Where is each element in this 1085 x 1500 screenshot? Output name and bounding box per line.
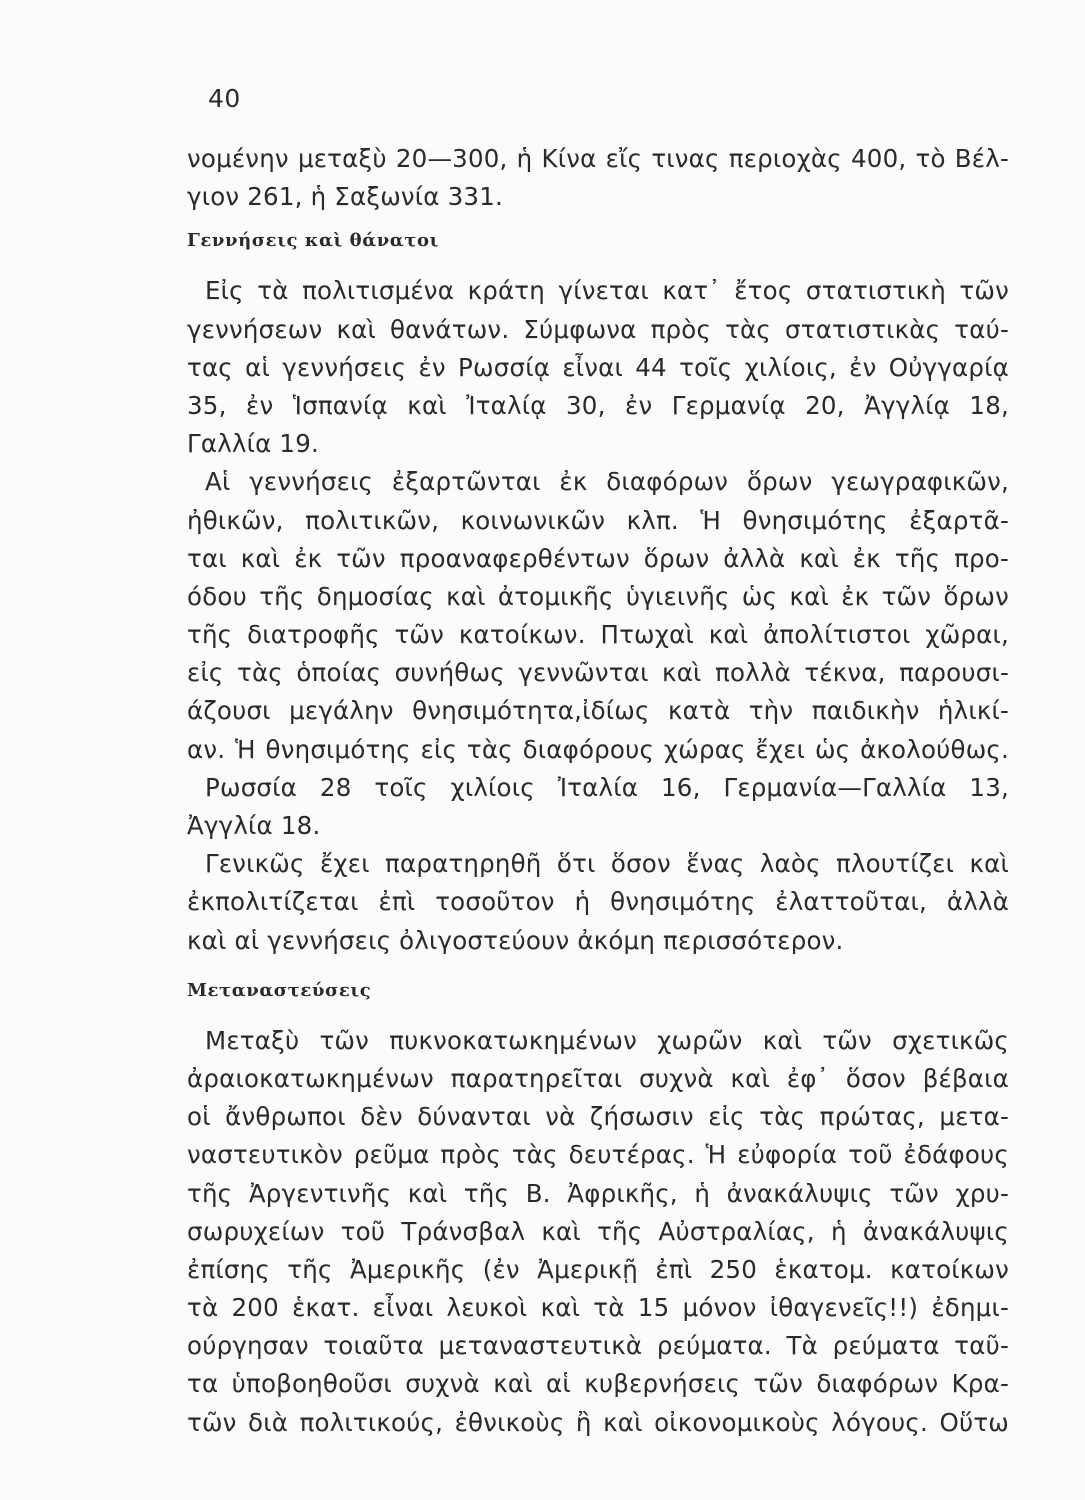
text-line: νομένην μεταξὺ 20—300, ἡ Κίνα εἴς τινας περιοχὰς 400, τὸ Βέλ- [187, 144, 1009, 173]
text-line: άζουσι μεγάλην θνησιμότητα,ἰδίως κατὰ τὴν παιδικὴν ἡλικί- [187, 696, 1009, 726]
text-line: εἰς τὰς ὁποίας συνήθως γεννῶνται καὶ πολλὰ τέκνα, παρουσι- [187, 658, 1009, 688]
text-line: ται καὶ ἐκ τῶν προαναφερθέντων ὅρων ἀλλὰ καὶ ἐκ τῆς προ- [187, 543, 1009, 573]
text-line: τὰ 200 ἑκατ. εἶναι λευκοὶ καὶ τὰ 15 μόνον ἰθαγενεῖς!!) ἐδημι- [187, 1293, 1009, 1323]
text-line: όδου τῆς δημοσίας καὶ ἀτομικῆς ὑγιεινῆς ὡς καὶ ἐκ τῶν ὅρων [187, 581, 1009, 611]
text-line: αν. Ἡ θνησιμότης εἰς τὰς διαφόρους χώρας ἔχει ὡς ἀκολούθως. [187, 734, 1009, 764]
paragraph [187, 463, 1009, 769]
text-line: οἱ ἄνθρωποι δὲν δύνανται νὰ ζήσωσιν εἰς τὰς πρώτας, μετα- [187, 1102, 1009, 1132]
text-line: τῆς Ἀργεντινῆς καὶ τῆς Β. Ἀφρικῆς, ἡ ἀνακάλυψις τῶν χρυ- [187, 1178, 1009, 1208]
text-line: Μεταξὺ τῶν πυκνοκατωκημένων χωρῶν καὶ τῶν σχετικῶς [205, 1025, 1009, 1055]
text-line: 35, ἐν Ἱσπανίᾳ καὶ Ἰταλίᾳ 30, ἐν Γερμανίᾳ 20, Ἀγγλίᾳ 18, [187, 390, 1009, 420]
text-line: Εἰς τὰ πολιτισμένα κράτη γίνεται κατ᾽ ἔτος στατιστικὴ τῶν [205, 276, 1009, 306]
paragraph [187, 845, 1009, 960]
text-line: ἐκπολιτίζεται ἐπὶ τοσοῦτον ἡ θνησιμότης ἐλαττοῦται, ἀλλὰ [187, 887, 1009, 917]
section-heading: Γεννήσεις καὶ θάνατοι [187, 230, 439, 252]
text-line: Γαλλία 19. [187, 429, 319, 459]
paragraph [187, 1022, 1009, 1442]
paragraph [187, 140, 1009, 216]
text-line: ἐπίσης τῆς Ἀμερικῆς (ἐν Ἀμερικῇ ἐπὶ 250 ἑκατομ. κατοίκων [187, 1254, 1009, 1284]
text-line: Αἱ γεννήσεις ἐξαρτῶνται ἐκ διαφόρων ὅρων γεωγραφικῶν, [205, 467, 1009, 497]
text-line: καὶ αἱ γεννήσεις ὀλιγοστεύουν ἀκόμη περισσότερον. [187, 925, 844, 955]
text-line: τας αἱ γεννήσεις ἐν Ρωσσίᾳ εἶναι 44 τοῖς χιλίοις, ἐν Οὐγγαρίᾳ [187, 352, 1009, 382]
text-line: Ρωσσία 28 τοῖς χιλίοις Ἰταλία 16, Γερμανία—Γαλλία 13, [205, 772, 1009, 802]
text-line: τῶν διὰ πολιτικούς, ἐθνικοὺς ἢ καὶ οἰκονομικοὺς λόγους. Οὕτω [187, 1407, 1009, 1437]
section-heading: Μεταναστεύσεις [187, 979, 372, 1001]
page-body [187, 140, 1009, 1442]
text-line: τῆς διατροφῆς τῶν κατοίκων. Πτωχαὶ καὶ ἀπολίτιστοι χῶραι, [187, 620, 1009, 650]
text-line: ναστευτικὸν ρεῦμα πρὸς τὰς δευτέρας. Ἡ εὐφορία τοῦ ἐδάφους [187, 1140, 1009, 1170]
text-line: ἀραιοκατωκημένων παρατηρεῖται συχνὰ καὶ ἐφ᾽ ὅσον βέβαια [187, 1063, 1009, 1093]
page-number: 40 [208, 84, 241, 113]
paragraph [187, 272, 1009, 463]
text-line: ἠθικῶν, πολιτικῶν, κοινωνικῶν κλπ. Ἡ θνησιμότης ἐξαρτᾶ- [187, 505, 1009, 535]
paragraph [187, 769, 1009, 845]
text-line: γιον 261, ἡ Σαξωνία 331. [187, 182, 503, 212]
text-line: τα ὑποβοηθοῦσι συχνὰ καὶ αἱ κυβερνήσεις τῶν διαφόρων Κρα- [187, 1369, 1009, 1399]
text-line: Ἀγγλία 18. [187, 811, 321, 840]
text-line: ούργησαν τοιαῦτα μεταναστευτικὰ ρεύματα. Τὰ ρεύματα ταῦ- [187, 1331, 1009, 1361]
text-line: Γενικῶς ἔχει παρατηρηθῆ ὅτι ὅσον ἕνας λαὸς πλουτίζει καὶ [205, 849, 1009, 879]
text-line: σωρυχείων τοῦ Τράνσβαλ καὶ τῆς Αὐστραλίας, ἡ ἀνακάλυψις [187, 1216, 1009, 1246]
text-line: γεννήσεων καὶ θανάτων. Σύμφωνα πρὸς τὰς στατιστικὰς ταύ- [187, 314, 1009, 344]
